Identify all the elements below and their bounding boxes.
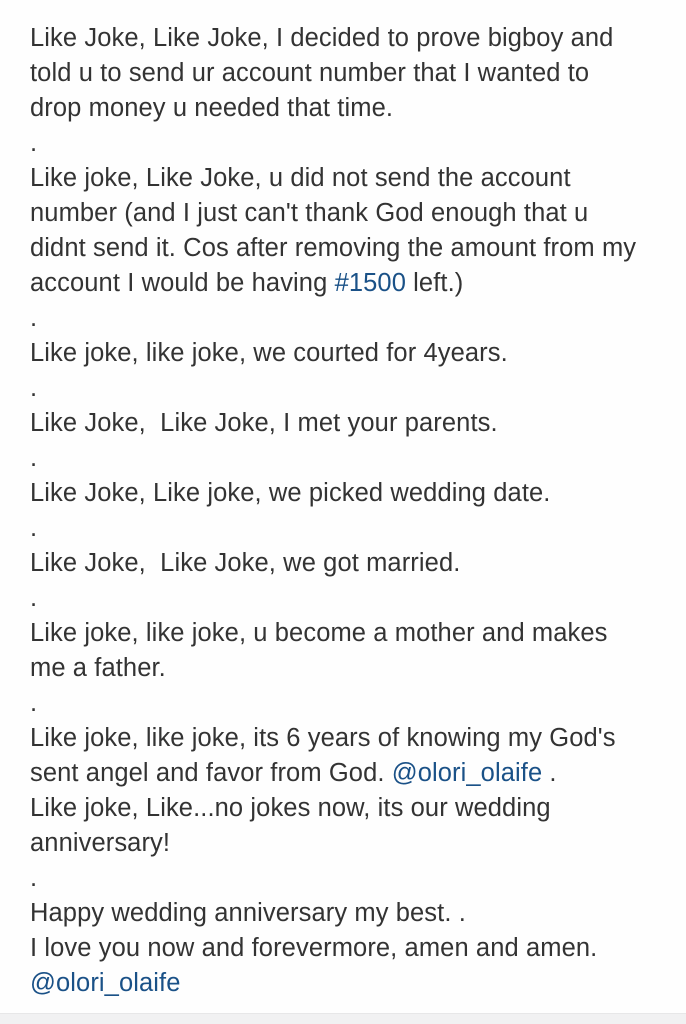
post-text: told u to send ur account number that I wanted to: [30, 59, 590, 87]
post-text: Like joke, like joke, u become a mother and makes: [30, 619, 608, 647]
post-line: [30, 336, 666, 371]
post-line: [30, 791, 666, 826]
post-line: [30, 301, 666, 336]
post-text: Like joke, like joke, its 6 years of knowing my God's: [30, 724, 616, 752]
post-line: [30, 56, 666, 91]
post-text: Like joke, Like...no jokes now, its our wedding: [30, 794, 551, 822]
post-text: sent angel and favor from God.: [30, 759, 392, 787]
post-line: [30, 21, 666, 56]
post-line: [30, 931, 666, 966]
post-text: account I would be having: [30, 269, 335, 297]
post-line: [30, 476, 666, 511]
post-line: [30, 91, 666, 126]
post-line: [30, 196, 666, 231]
post-text: .: [542, 759, 557, 787]
post-line: [30, 896, 666, 931]
post-line: [30, 511, 666, 546]
post-line: [30, 441, 666, 476]
post-line: [30, 266, 666, 301]
post-text: Like Joke, Like joke, we picked wedding date.: [30, 479, 551, 507]
post-line: [30, 756, 666, 791]
post-text: .: [30, 514, 38, 542]
post-text: anniversary!: [30, 829, 171, 857]
bottom-divider-bar: [0, 1013, 686, 1024]
post-text: Like Joke, Like Joke, I met your parents.: [30, 409, 498, 437]
post-text: me a father.: [30, 654, 166, 682]
post-text: Like Joke, Like Joke, we got married.: [30, 549, 461, 577]
post-line: [30, 231, 666, 266]
post-text: Like joke, Like Joke, u did not send the account: [30, 164, 571, 192]
post-text: Happy wedding anniversary my best. .: [30, 899, 466, 927]
post-lines: [30, 21, 666, 1001]
post-text: .: [30, 129, 38, 157]
post-text: left.): [405, 269, 464, 297]
post-line: [30, 966, 666, 1001]
post-text: I love you now and forevermore, amen and amen.: [30, 934, 598, 962]
post-line: [30, 651, 666, 686]
post-line: [30, 581, 666, 616]
post-line: [30, 546, 666, 581]
post-text: Like Joke, Like Joke, I decided to prove bigboy and: [30, 24, 614, 52]
post-text: .: [30, 374, 38, 402]
post-text: .: [30, 689, 38, 717]
post-text: .: [30, 444, 38, 472]
post-line: [30, 161, 666, 196]
post-line: [30, 686, 666, 721]
post-text: didnt send it. Cos after removing the amount from my: [30, 234, 637, 262]
post-text: Like joke, like joke, we courted for 4years.: [30, 339, 508, 367]
post-line: [30, 721, 666, 756]
post-text: number (and I just can't thank God enough that u: [30, 199, 589, 227]
post-line: [30, 126, 666, 161]
post-text: drop money u needed that time.: [30, 94, 394, 122]
post-text: .: [30, 304, 38, 332]
mention-link-olori-olaife[interactable]: @olori_olaife: [30, 969, 181, 997]
post-text: .: [30, 584, 38, 612]
mention-link-olori-olaife[interactable]: @olori_olaife: [391, 759, 543, 787]
post-line: [30, 826, 666, 861]
post-line: [30, 371, 666, 406]
post-line: [30, 406, 666, 441]
post-line: [30, 616, 666, 651]
hashtag-link-1500[interactable]: #1500: [334, 269, 406, 297]
post-line: [30, 861, 666, 896]
post-text: .: [30, 864, 38, 892]
